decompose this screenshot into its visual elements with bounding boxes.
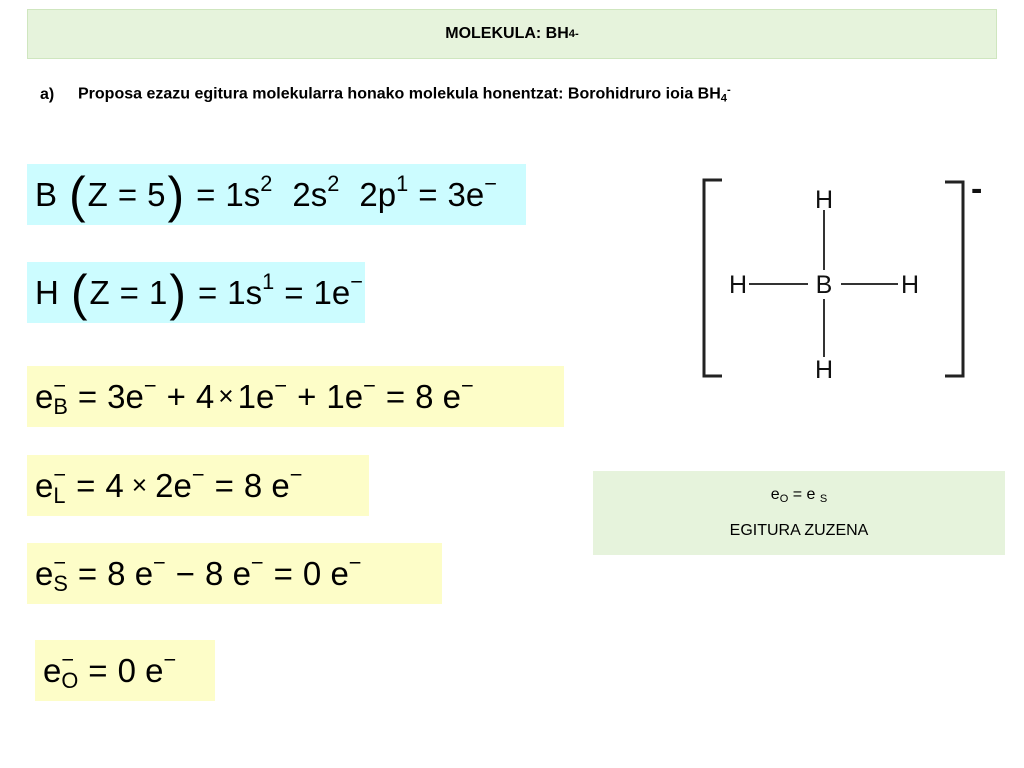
eq4-eq-a: = [76,467,96,504]
question [40,84,731,104]
question-label: a) [40,85,55,103]
eq1-term2-sup: 2 [327,170,340,196]
eq5-a-sup: − [153,549,166,575]
eq5-b-sup: − [250,549,264,575]
eq2-result-sup: − [350,268,363,294]
atom-h-left: H [728,271,748,299]
eq4-result-sup: − [289,461,303,487]
eq4-times: × [131,470,148,501]
eq5-a: 8 e [107,555,154,592]
eq3-eq-a: = [77,378,98,415]
eq5-eq-a: = [77,555,98,592]
eq2-eq-a: = [119,274,139,311]
verdict-eq: = [792,486,803,503]
lewis-structure-diagram [700,172,1000,382]
atom-h-top: H [814,186,834,214]
eq4-eq-b: = [214,467,234,504]
eq5-minus: − [175,555,196,592]
eq3-result-sup: − [460,372,474,398]
eq1-close-paren: ) [167,166,185,223]
eq1-zval: 5 [147,176,166,213]
eq6-eq: = [88,652,108,689]
eq5-result: 0 e [302,555,349,592]
eq3-b: 4 [195,378,215,415]
eq2-z: Z [89,274,110,311]
eq1-eq-a: = [117,176,138,213]
eq5-lhs-sup: − [53,549,67,575]
eq6-result: 0 e [117,652,164,689]
eq2-element: H [35,274,59,311]
eq4-lhs-sub: L [53,482,66,508]
eq4-lhs-sup: − [53,461,67,487]
eq1-term1-sup: 2 [260,170,273,196]
eq2-result: 1e [313,274,351,311]
verdict-e: e [770,486,780,503]
eq3-eq-b: = [385,378,406,415]
eq1-result: 3e [447,176,485,213]
verdict-text: EGITURA ZUZENA [729,522,869,539]
verdict-e2: e [806,486,816,503]
eq1-open-paren: ( [69,166,86,223]
eq3-d-sup: − [363,372,376,398]
eq2-term1-sup: 1 [262,268,275,294]
eq3-lhs-sup: − [53,372,67,398]
eq3-d: 1e [326,378,364,415]
eq2-zval: 1 [148,274,168,311]
eq4-lhs: e [35,467,54,504]
verdict-formula [771,486,827,504]
eq6-lhs: e [43,652,62,689]
equation-lone-electrons [27,455,369,516]
eq1-term1: 1s [225,176,261,213]
right-bracket [945,182,963,376]
eq3-lhs-sub: B [53,393,68,419]
eq2-eq-b: = [197,274,218,311]
equation-valence-electrons [27,366,564,427]
eq4-a: 4 [105,467,124,504]
eq3-lhs: e [35,378,54,415]
verdict-o: O [779,493,789,505]
eq3-a-sup: − [143,372,157,398]
eq5-lhs: e [35,555,54,592]
title-sub: 4 [568,28,576,40]
eq6-result-sup: − [163,646,177,672]
equation-hydrogen-config [27,262,365,323]
eq6-lhs-sup: − [61,646,75,672]
eq1-term2: 2s [292,176,328,213]
eq3-c: 1e [237,378,275,415]
eq4-b-sup: − [191,461,205,487]
question-sub: 4 [720,92,727,105]
atom-b-center: B [815,271,833,299]
eq3-a: 3e [107,378,144,415]
eq2-term1: 1s [227,274,263,311]
eq4-result: 8 e [243,467,290,504]
atom-h-bottom: H [814,356,834,382]
eq2-close-paren: ) [169,264,186,321]
verdict-s: S [819,493,828,505]
eq1-z: Z [87,176,108,213]
title-text: MOLEKULA: BH [445,25,569,42]
ion-charge: - [971,172,983,208]
equation-boron-config [27,164,526,225]
eq1-term3-sup: 1 [396,170,409,196]
title-sup: - [575,28,579,40]
eq2-open-paren: ( [70,264,88,321]
verdict-box [593,471,1005,555]
question-sup: - [727,84,731,96]
eq4-b: 2e [155,467,192,504]
eq1-eq-c: = [418,176,438,213]
eq3-times: × [218,381,234,412]
left-bracket [704,180,722,376]
eq2-eq-c: = [284,274,304,311]
eq5-b: 8 e [205,555,251,592]
eq5-lhs-sub: S [53,570,68,596]
eq3-result: 8 e [415,378,461,415]
eq1-element: B [35,176,58,213]
title-bar [27,9,997,59]
eq3-c-sup: − [274,372,288,398]
question-text: Proposa ezazu egitura molekularra honako molekula honentzat: Borohidruro ioia BH [78,85,721,103]
eq5-eq-b: = [273,555,293,592]
eq1-eq-b: = [196,176,216,213]
atom-h-right: H [900,271,920,299]
equation-shared-electrons [27,543,442,604]
eq5-result-sup: − [348,549,362,575]
eq1-result-sup: − [484,170,497,196]
eq1-term3: 2p [359,176,397,213]
equation-remaining-electrons [35,640,215,701]
eq3-plus-b: + [297,378,317,415]
eq6-lhs-sub: O [61,667,79,693]
eq3-plus-a: + [166,378,186,415]
